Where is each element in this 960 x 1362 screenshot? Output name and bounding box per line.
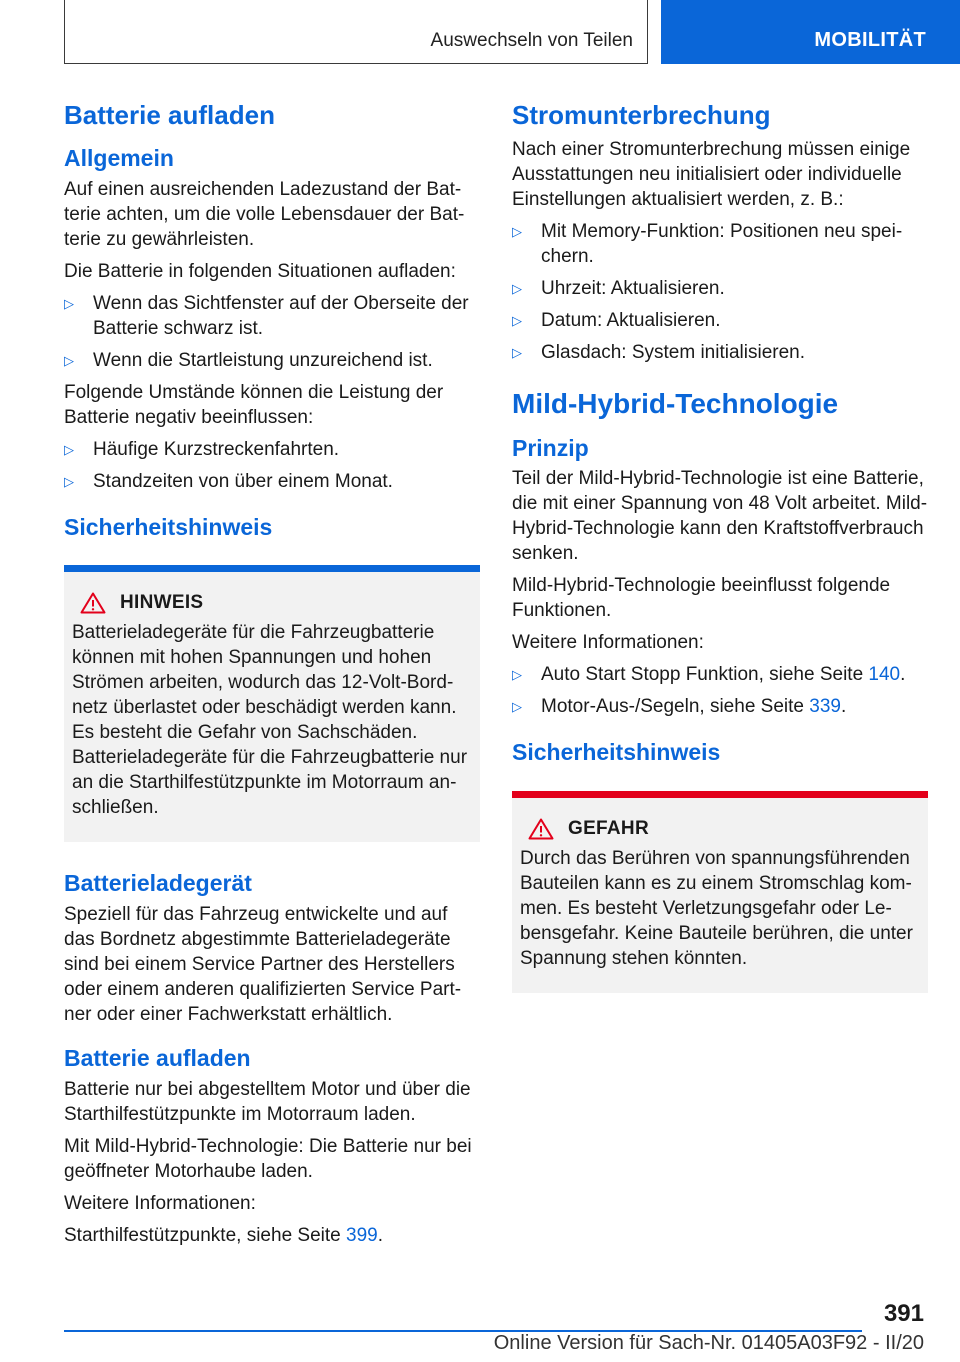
header-chapter-label: MOBILITÄT bbox=[814, 29, 926, 51]
triangle-right-icon: ▷ bbox=[512, 313, 522, 329]
header-box bbox=[64, 0, 648, 64]
warning-triangle-icon bbox=[80, 592, 106, 614]
paragraph: Folgende Umstände können die Leistung der Batterie negativ beeinflussen: bbox=[64, 381, 444, 428]
page-link[interactable]: 339 bbox=[809, 696, 841, 718]
section-title-mild-hybrid: Mild-Hybrid-Technologie bbox=[512, 388, 839, 420]
list-item: ▷ Standzeiten von über einem Monat. bbox=[64, 470, 393, 492]
list-item: ▷ Uhrzeit: Aktualisieren. bbox=[512, 278, 725, 300]
list-item: ▷ Wenn das Sichtfenster auf der Oberseite der Batterie schwarz ist. bbox=[64, 292, 469, 339]
heading-safety-note: Sicherheitshinweis bbox=[64, 513, 273, 540]
heading-safety-note: Sicherheitshinweis bbox=[512, 739, 721, 766]
page-link[interactable]: 399 bbox=[346, 1224, 378, 1246]
header-section-title: Auswechseln von Teilen bbox=[430, 30, 633, 51]
list-item: ▷ Glasdach: System initialisieren. bbox=[512, 342, 805, 364]
triangle-right-icon: ▷ bbox=[64, 441, 74, 457]
notice-title: HINWEIS bbox=[120, 592, 204, 614]
section-title-battery-charging: Batterie aufladen bbox=[64, 100, 275, 130]
page-number: 391 bbox=[883, 1300, 924, 1327]
triangle-right-icon: ▷ bbox=[64, 473, 74, 489]
triangle-right-icon: ▷ bbox=[64, 295, 74, 311]
paragraph: Mild-Hybrid-Technologie beeinflusst folgende Funktionen. bbox=[512, 575, 891, 622]
list-item: ▷ Wenn die Startleistung unzureichend ist. bbox=[64, 349, 433, 371]
heading-charge-battery: Batterie aufladen bbox=[64, 1044, 251, 1071]
paragraph: Batterie nur bei abgestelltem Motor und über die Starthilfestützpunkte im Motorraum laden. bbox=[64, 1078, 471, 1125]
triangle-right-icon: ▷ bbox=[512, 224, 522, 240]
notice-text: Batterieladegeräte für die Fahrzeugbatterie können mit hohen Spannungen und hohen Strömen arbeiten, wodurch das 12-Volt-Bordnetz überlastet oder beschädigt werden kann. Es besteht die Gefahr von Sachschäden. Batterieladegeräte für die Fahrzeugbatterie nur an die Starthilfestützpunkte im Motorraum anschließen. bbox=[72, 622, 468, 819]
notice-title: GEFAHR bbox=[568, 817, 649, 839]
triangle-right-icon: ▷ bbox=[512, 281, 522, 297]
bullet-list bbox=[512, 662, 928, 719]
right-column bbox=[512, 100, 928, 1013]
heading-general: Allgemein bbox=[64, 145, 174, 172]
paragraph: Speziell für das Fahrzeug entwickelte und auf das Bordnetz abgestimmte Batterieladegeräte sind bei einem Service Partner des Herstellers oder einem anderen qualifizierten Service Partner oder einer Fachwerkstatt erhältlich. bbox=[64, 903, 462, 1025]
warning-triangle-icon bbox=[528, 818, 554, 840]
paragraph: Teil der Mild-Hybrid-Technologie ist eine Batterie, die mit einer Spannung von 48 Volt arbeitet. Mild-Hybrid-Technologie kann den Kraftstoffverbrauch senken. bbox=[512, 468, 928, 565]
paragraph: Weitere Informationen: bbox=[64, 1192, 256, 1214]
reference-line: Starthilfestützpunkte, siehe Seite 399. bbox=[64, 1224, 383, 1246]
heading-principle: Prinzip bbox=[512, 434, 589, 461]
triangle-right-icon: ▷ bbox=[512, 667, 522, 683]
notice-box bbox=[64, 565, 480, 842]
triangle-right-icon: ▷ bbox=[512, 345, 522, 361]
triangle-right-icon: ▷ bbox=[64, 352, 74, 368]
section-title-power-interruption: Stromunterbrechung bbox=[512, 100, 771, 130]
triangle-right-icon: ▷ bbox=[512, 699, 522, 715]
list-item: ▷ Häufige Kurzstreckenfahrten. bbox=[64, 438, 340, 460]
list-item: ▷ Mit Memory-Funktion: Positionen neu speichern. bbox=[512, 221, 903, 268]
paragraph: Auf einen ausreichenden Ladezustand der Batterie achten, um die volle Lebensdauer der Batterie zu gewährleisten. bbox=[64, 178, 465, 250]
list-item: ▷ Datum: Aktualisieren. bbox=[512, 310, 721, 332]
bullet-list bbox=[64, 437, 480, 494]
danger-box bbox=[512, 791, 928, 993]
list-item: ▷ Auto Start Stopp Funktion, siehe Seite 140. bbox=[512, 664, 906, 686]
header-chapter-tab[interactable] bbox=[661, 0, 960, 64]
page-link[interactable]: 140 bbox=[868, 664, 901, 686]
paragraph: Mit Mild-Hybrid-Technologie: Die Batterie nur bei geöffneter Motorhaube laden. bbox=[64, 1135, 472, 1182]
paragraph: Die Batterie in folgenden Situationen aufladen: bbox=[64, 260, 456, 282]
left-column bbox=[64, 100, 480, 1255]
bullet-list bbox=[64, 291, 480, 373]
footer-version-text: Online Version für Sach-Nr. 01405A03F92 - II/20 bbox=[493, 1332, 924, 1354]
paragraph: Nach einer Stromunterbrechung müssen einige Ausstattungen neu initialisiert oder individuelle Einstellungen aktualisiert werden, z. B.: bbox=[512, 139, 911, 211]
notice-text: Durch das Berühren von spannungsführenden Bauteilen kann es zu einem Stromschlag kommen. Es besteht Verletzungsgefahr oder Lebensgefahr. Keine Bauteile berühren, die unter Spannung stehen könnten. bbox=[520, 847, 913, 969]
bullet-list bbox=[512, 219, 928, 365]
paragraph: Weitere Informationen: bbox=[512, 632, 704, 654]
heading-battery-charger: Batterieladegerät bbox=[64, 870, 252, 897]
list-item: ▷ Motor-Aus-/Segeln, siehe Seite 339. bbox=[512, 696, 847, 718]
